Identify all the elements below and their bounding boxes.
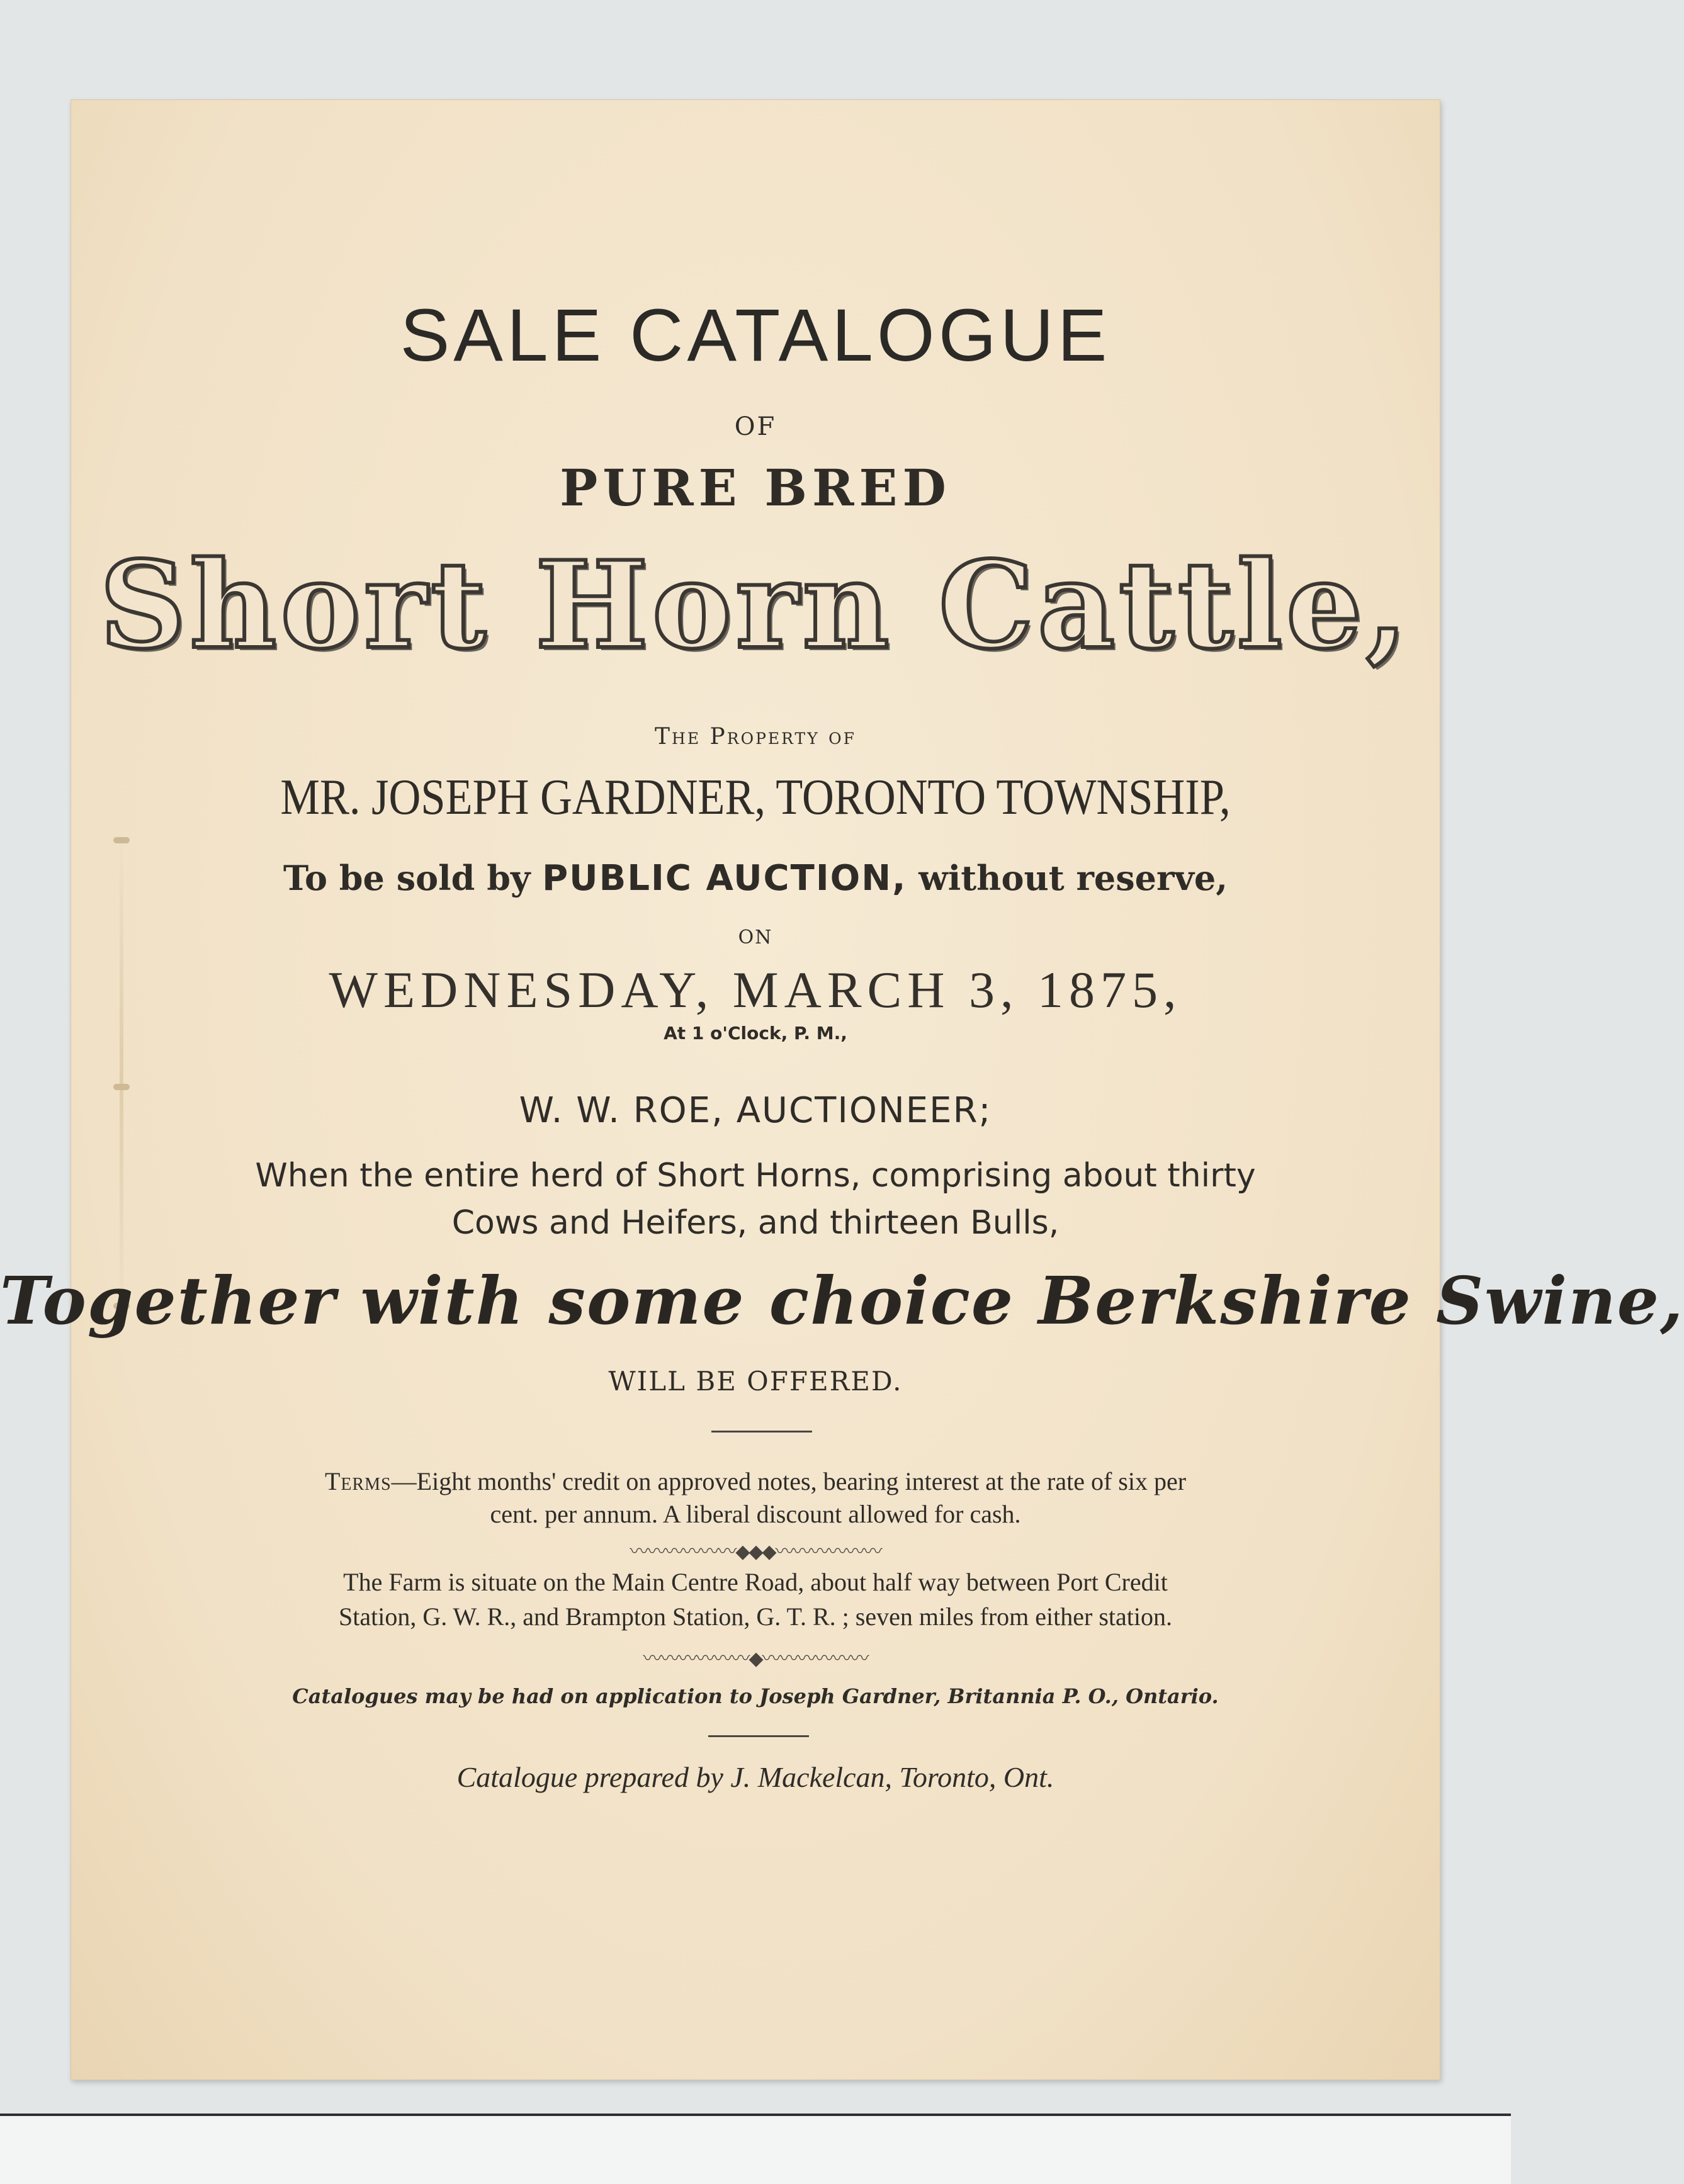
scanner-edge (0, 2114, 1511, 2184)
sale-time: At 1 o'Clock, P. M., (664, 1023, 847, 1044)
terms-label: Terms (324, 1467, 392, 1495)
divider-rule-1 (711, 1431, 812, 1433)
stitch-hole-middle (113, 1084, 130, 1090)
owner-name: MR. JOSEPH GARDNER, TORONTO TOWNSHIP, (280, 770, 1231, 825)
herd-description-line-2: Cows and Heifers, and thirteen Bulls, (451, 1204, 1060, 1242)
farm-location-line-1: The Farm is situate on the Main Centre Road, about half way between Port Credit (343, 1568, 1168, 1596)
terms-line-1 (0, 1466, 1511, 1496)
breed-heading: Short Horn Cattle, (99, 535, 1411, 675)
auctioneer-name: W. W. ROE, AUCTIONEER; (519, 1090, 992, 1131)
divider-rule-2 (708, 1735, 809, 1737)
terms-line-2: cent. per annum. A liberal discount allowed for cash. (490, 1500, 1021, 1528)
sale-suffix: without reserve, (918, 858, 1228, 898)
sale-terms-line (0, 858, 1511, 899)
binding-stitch (120, 837, 123, 1322)
terms-text-1: —Eight months' credit on approved notes, bearing interest at the rate of six per (391, 1467, 1187, 1495)
stitch-hole-top (113, 837, 130, 843)
catalogue-availability: Catalogues may be had on application to Joseph Gardner, Britannia P. O., Ontario. (292, 1684, 1219, 1708)
will-be-offered-text: WILL BE OFFERED. (608, 1366, 903, 1397)
sale-date: WEDNESDAY, MARCH 3, 1875, (329, 961, 1182, 1018)
herd-description-line-1: When the entire herd of Short Horns, comprising about thirty (255, 1157, 1256, 1195)
public-auction-text: PUBLIC AUCTION, (542, 858, 907, 899)
on-text: ON (738, 926, 773, 948)
swine-heading: Together with some choice Berkshire Swine, (0, 1262, 1684, 1339)
pure-bred-heading: PURE BRED (560, 458, 951, 517)
catalogue-title: SALE CATALOGUE (400, 294, 1111, 377)
ornamental-divider-2: 〰〰〰〰〰〰◆〰〰〰〰〰〰 (643, 1648, 868, 1670)
farm-location-line-2: Station, G. W. R., and Brampton Station, G. T. R. ; seven miles from either station. (339, 1602, 1172, 1631)
property-of-text: The Property of (655, 724, 856, 750)
of-text: OF (734, 412, 777, 441)
sale-prefix: To be sold by (283, 858, 531, 898)
ornamental-divider-1: 〰〰〰〰〰〰◆◆◆〰〰〰〰〰〰 (630, 1541, 881, 1563)
prepared-by-text: Catalogue prepared by J. Mackelcan, Toronto, Ont. (456, 1761, 1054, 1793)
